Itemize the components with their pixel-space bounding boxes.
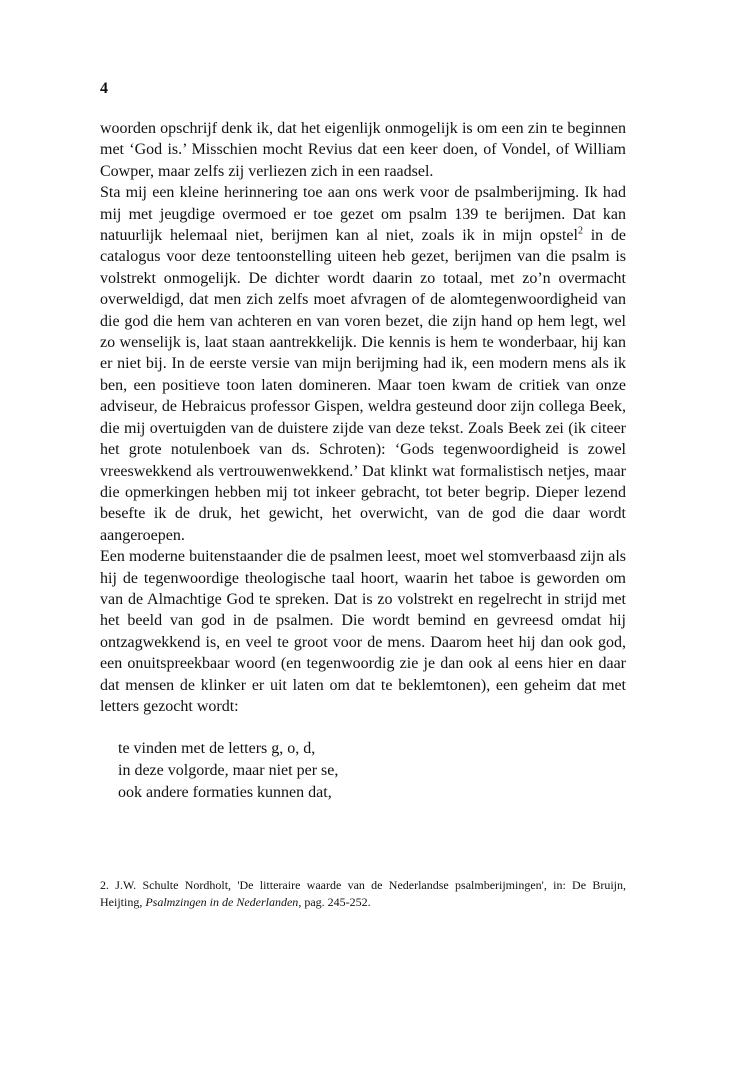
footnote-text-after: , pag. 245-252. (298, 895, 371, 909)
footnote-book-title: Psalmzingen in de Nederlanden (145, 895, 299, 909)
footnote-text-before: 2. J.W. Schulte Nordholt, 'De litteraire waarde van de Nederlandse psalmberijmingen', in: De Bruijn, Heijting, (100, 878, 626, 909)
main-text (100, 118, 626, 804)
poem-line-2: in deze volgorde, maar niet per se, (118, 762, 339, 780)
poem-line-3: ook andere formaties kunnen dat, (118, 784, 332, 802)
paragraph-2-text-after: in de catalogus voor deze tentoonstelling uiteen heb gezet, berijmen van die psalm is volstrekt onmogelijk. De dichter wordt daarin zo totaal, met zo’n overmacht overweldigd, dat men zich zelfs moet afvragen of de alomtegenwoordigheid van die god die hem van achteren en van voren bezet, die zijn hand op hem legt, wel zo wenselijk is, laat staan aantrekkelijk. Die kennis is hem te wonderbaar, hij kan er niet bij. In de eerste versie van mijn berijming had ik, een modern mens als ik ben, een positieve toon laten domineren. Maar toen kwam de critiek van onze adviseur, de Hebraicus professor Gispen, weldra gesteund door zijn collega Beek, die mij overtuigden van de duistere zijde van deze tekst. Zoals Beek zei (ik citeer het grote notulenboek van ds. Schroten): ‘Gods tegenwoordigheid is zowel vreeswekkend als vertrouwenwekkend.’ Dat klinkt wat formalistisch netjes, maar die opmerkingen hebben mij tot inkeer gebracht, tot beter begrip. Dieper lezend besefte ik de druk, het gewicht, het overwicht, van de god die daar wordt aangeroepen. (100, 227, 627, 544)
paragraph-2-text-before: Sta mij een kleine herinnering toe aan ons werk voor de psalmberijming. Ik had mij met jeugdige overmoed er toe gezet om psalm 139 te berijmen. Dat kan natuurlijk helemaal niet, berijmen kan al niet, zoals ik in mijn opstel (100, 184, 626, 245)
poem-line-1: te vinden met de letters g, o, d, (118, 740, 316, 758)
footnote (100, 877, 626, 911)
paragraph-3: Een moderne buitenstaander die de psalmen leest, moet wel stomverbaasd zijn als hij de tegenwoordige theologische taal hoort, waarin het taboe is geworden om van de Almachtige God te spreken. Dat is zo volstrekt en regelrecht in strijd met het beeld van god in de psalmen. Die wordt bemind en gevreesd omdat hij ontzagwekkend is, en veel te groot voor de mens. Daarom heet hij dan ook god, een onuitspreekbaar woord (en tegenwoordig zie je dan ook al eens hier en daar dat mensen de klinker er uit laten om dat te beklemtonen), een geheim dat met letters gezocht wordt: (100, 548, 626, 715)
poem-quote (118, 738, 626, 804)
footnote-reference: 2 (577, 225, 583, 237)
page-number: 4 (100, 80, 108, 97)
paragraph-2 (100, 182, 626, 546)
paragraph-1: woorden opschrijf denk ik, dat het eigenlijk onmogelijk is om een zin te beginnen met ‘God is.’ Misschien mocht Revius dat een keer doen, of Vondel, of William Cowper, maar zelfs zij verliezen zich in een raadsel. (100, 120, 626, 180)
